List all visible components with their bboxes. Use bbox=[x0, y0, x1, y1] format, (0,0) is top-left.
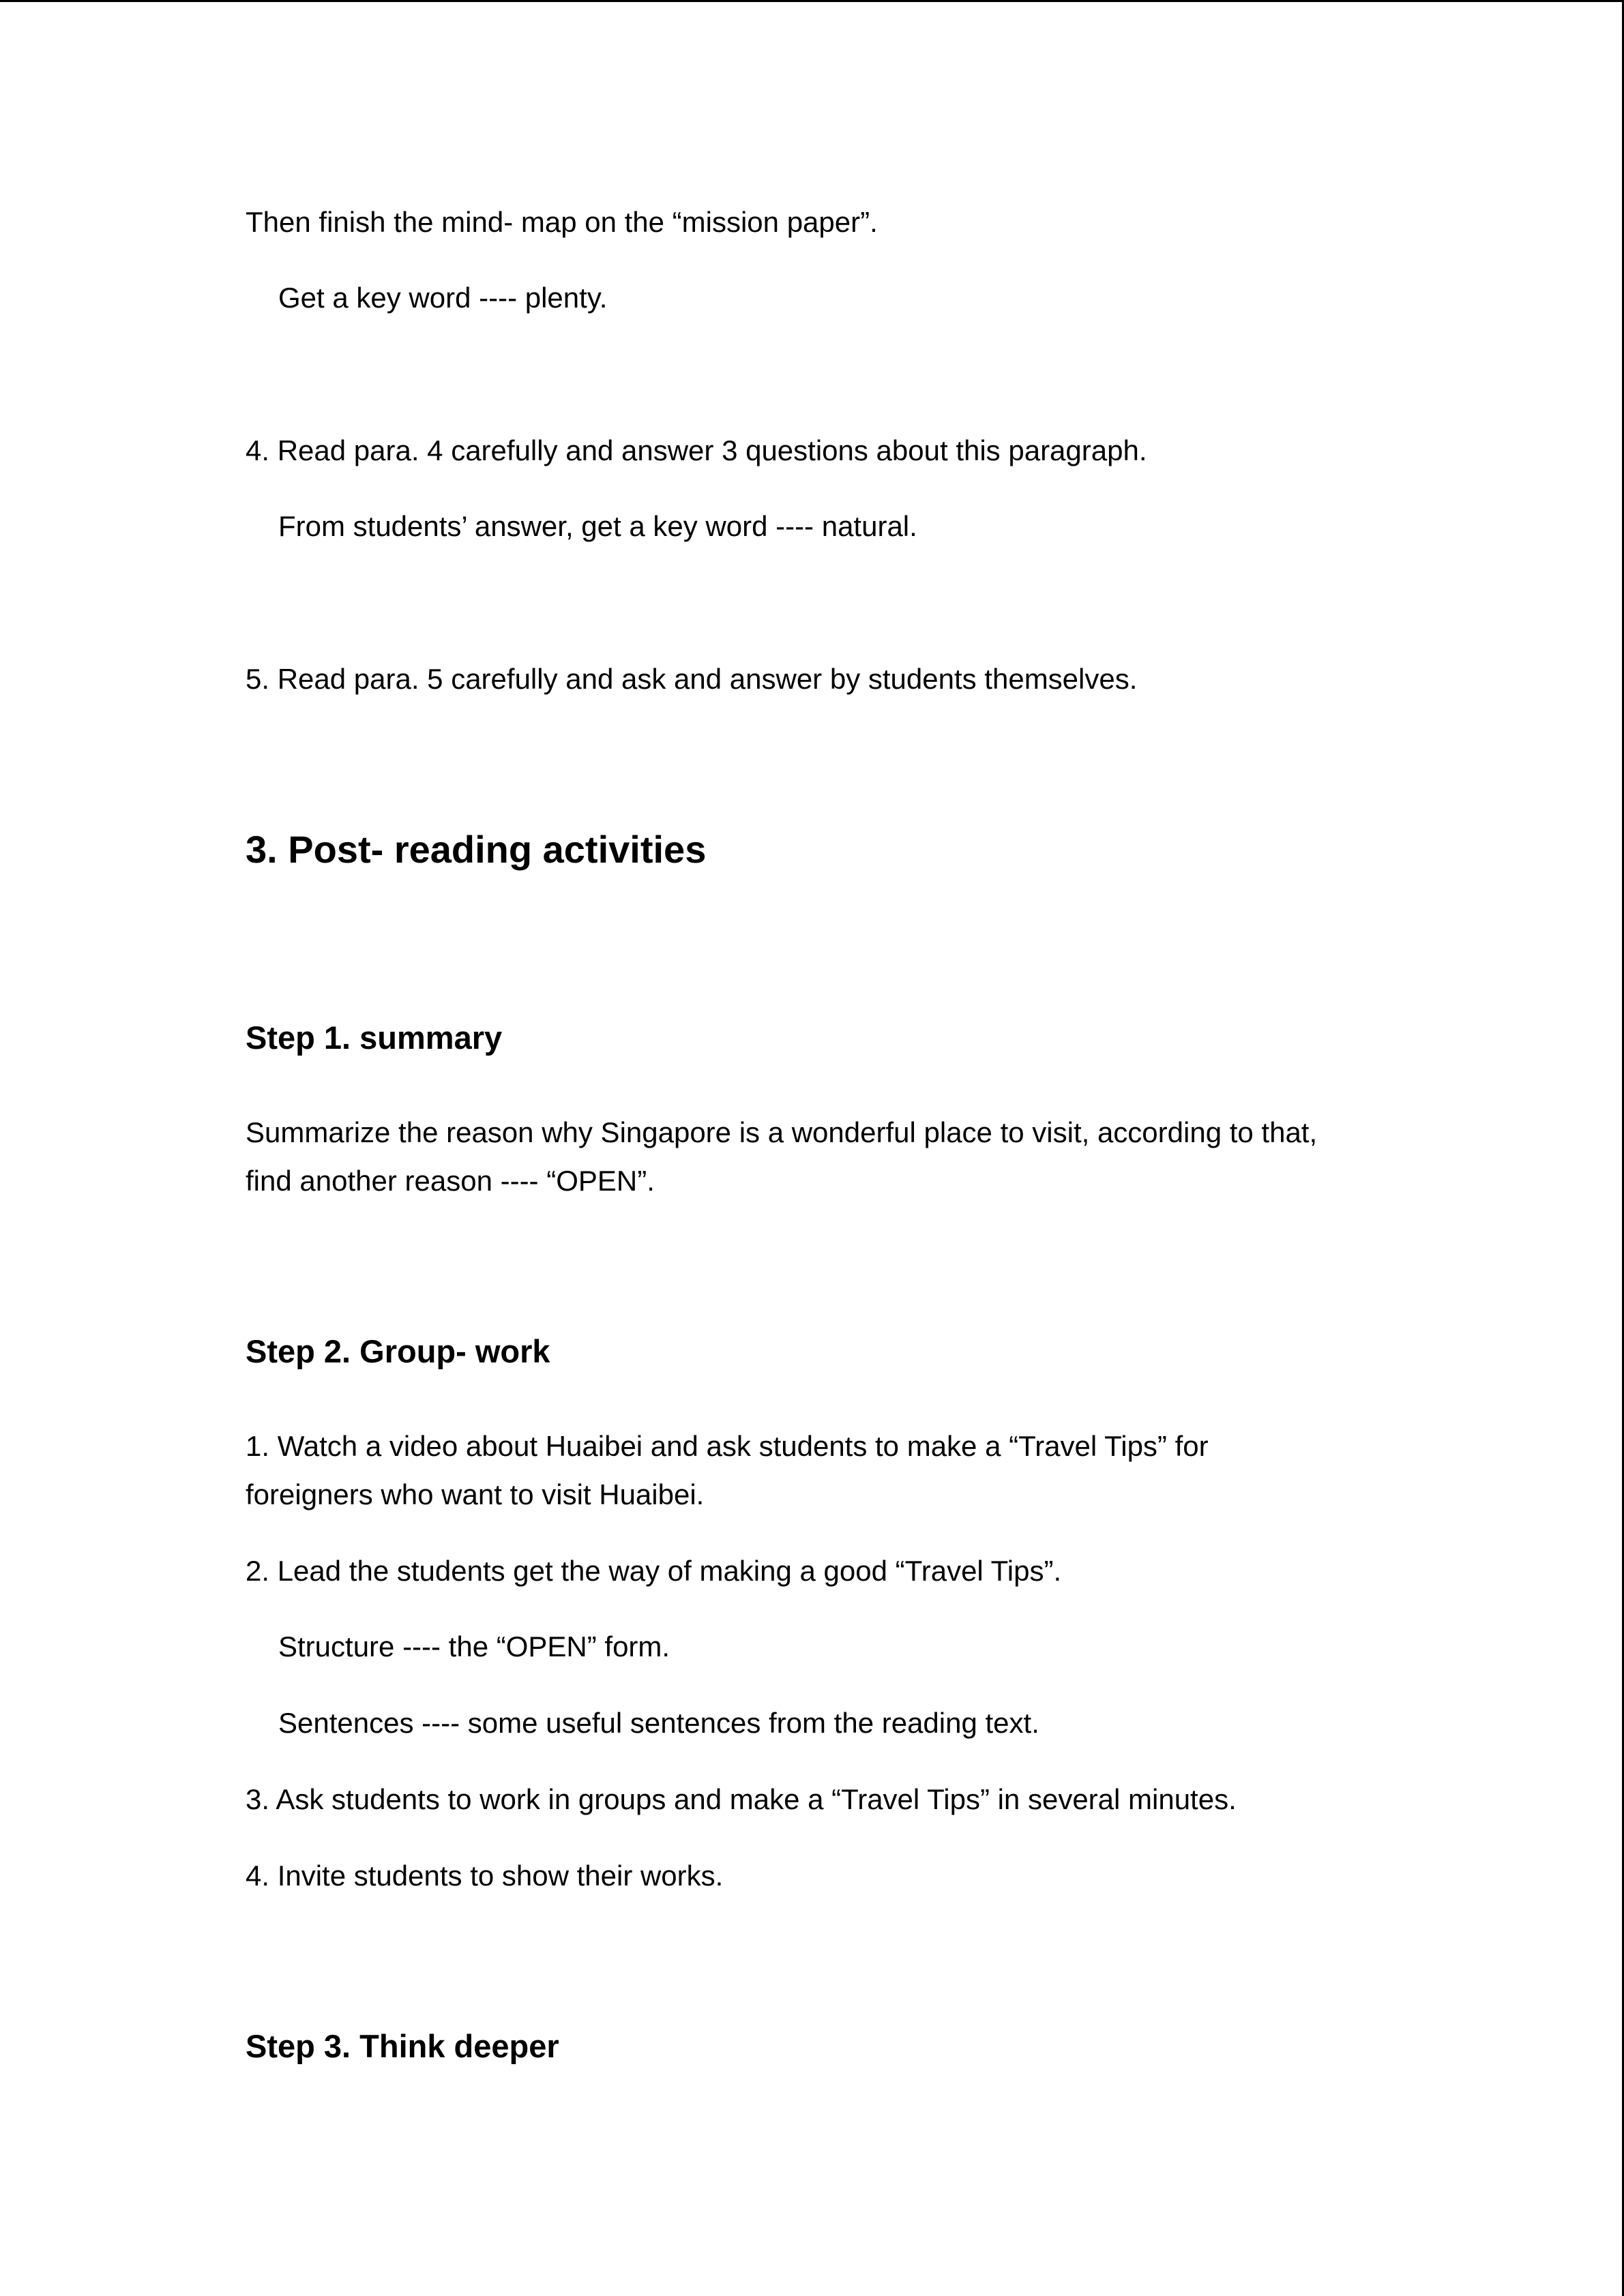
section-heading-post-reading: 3. Post- reading activities bbox=[246, 828, 707, 871]
step-3-heading: Step 3. Think deeper bbox=[246, 2028, 559, 2064]
step-1-text-line-1: Summarize the reason why Singapore is a wonderful place to visit, according to that, bbox=[246, 1116, 1318, 1148]
page-top-border bbox=[0, 0, 1624, 2]
text-line-key-word-natural: From students’ answer, get a key word ---- natural. bbox=[278, 510, 917, 542]
step-2-structure: Structure ---- the “OPEN” form. bbox=[278, 1630, 670, 1663]
step-2-item-1-line-2: foreigners who want to visit Huaibei. bbox=[246, 1478, 705, 1510]
step-2-sentences: Sentences ---- some useful sentences from the reading text. bbox=[278, 1707, 1039, 1739]
step-1-text-line-2: find another reason ---- “OPEN”. bbox=[246, 1165, 655, 1197]
step-2-item-4: 4. Invite students to show their works. bbox=[246, 1860, 724, 1892]
step-2-item-3: 3. Ask students to work in groups and make a “Travel Tips” in several minutes. bbox=[246, 1783, 1237, 1815]
step-2-item-1-line-1: 1. Watch a video about Huaibei and ask students to make a “Travel Tips” for bbox=[246, 1430, 1209, 1462]
text-line-para-4: 4. Read para. 4 carefully and answer 3 questions about this paragraph. bbox=[246, 434, 1147, 466]
text-line-mind-map: Then finish the mind- map on the “mission paper”. bbox=[246, 206, 878, 238]
text-line-key-word-plenty: Get a key word ---- plenty. bbox=[278, 282, 608, 314]
step-2-heading: Step 2. Group- work bbox=[246, 1333, 550, 1369]
text-line-para-5: 5. Read para. 5 carefully and ask and answer by students themselves. bbox=[246, 663, 1138, 695]
step-2-item-2: 2. Lead the students get the way of making a good “Travel Tips”. bbox=[246, 1555, 1062, 1587]
step-1-heading: Step 1. summary bbox=[246, 1019, 503, 1056]
